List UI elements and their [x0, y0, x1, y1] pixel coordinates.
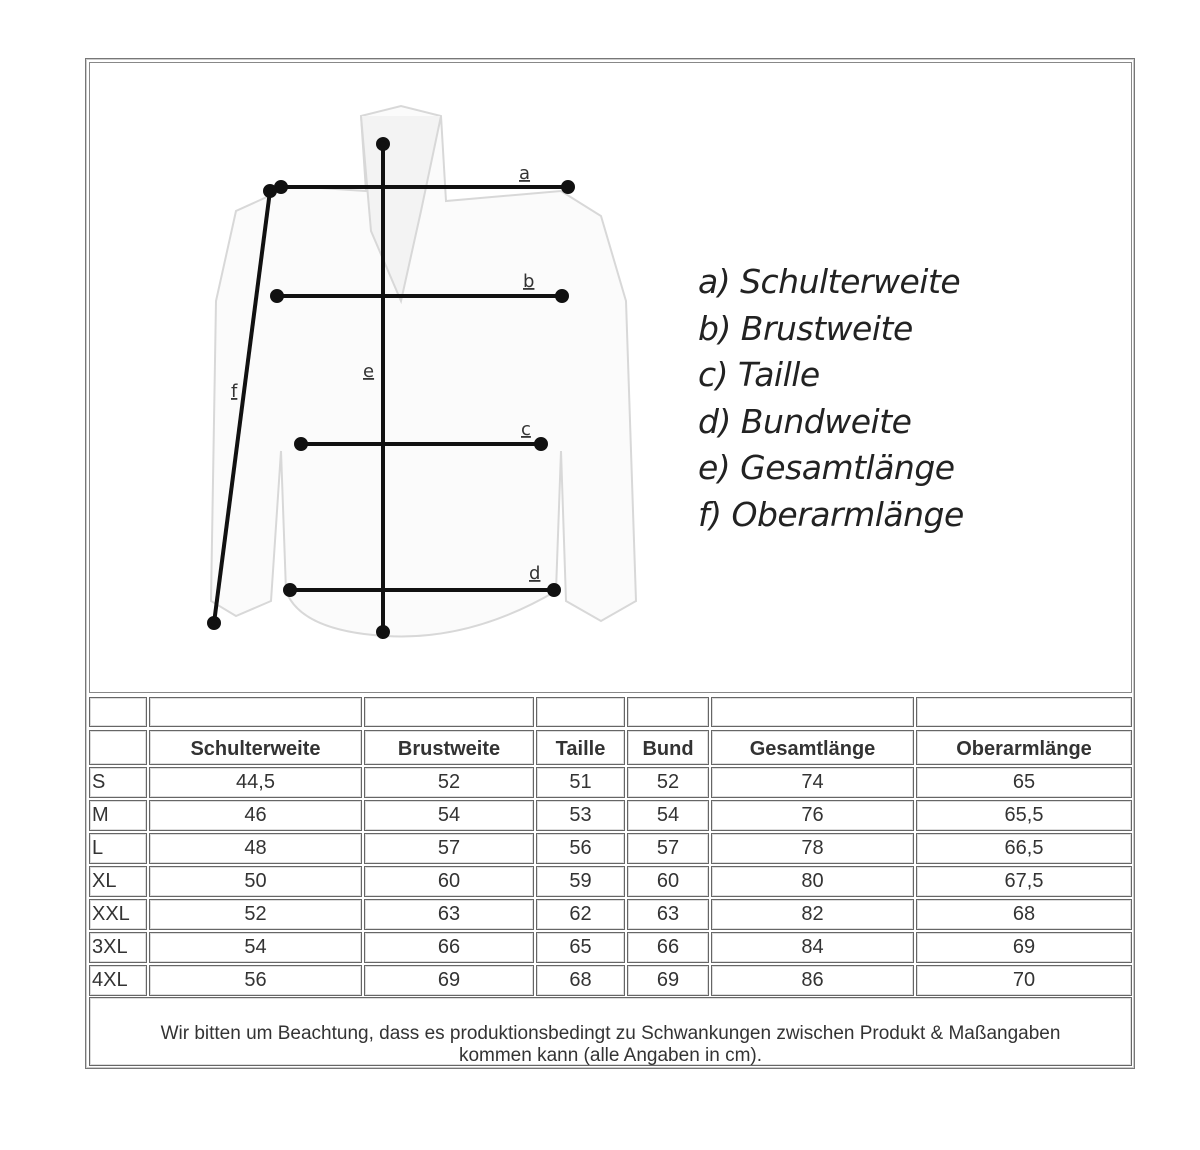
- column-header: Bund: [627, 730, 709, 765]
- table-cell: 69: [916, 932, 1132, 963]
- legend-item: e) Gesamtlänge: [698, 448, 955, 487]
- table-cell: 80: [711, 866, 914, 897]
- table-cell: 66: [364, 932, 534, 963]
- table-cell: 56: [536, 833, 625, 864]
- table-cell: 65,5: [916, 800, 1132, 831]
- note-line: kommen kann (alle Angaben in cm).: [458, 1045, 763, 1066]
- size-label: XXL: [89, 899, 147, 930]
- marker-f: f: [231, 381, 238, 402]
- table-cell: 65: [536, 932, 625, 963]
- empty-cell: [149, 697, 362, 727]
- size-label: 4XL: [89, 965, 147, 996]
- table-cell: 63: [627, 899, 709, 930]
- size-label: XL: [89, 866, 147, 897]
- legend-item: d) Bundweite: [698, 401, 912, 441]
- table-cell: 59: [536, 866, 625, 897]
- marker-c: c: [521, 419, 531, 440]
- table-cell: 69: [627, 965, 709, 996]
- empty-cell: [536, 697, 625, 727]
- table-cell: 74: [711, 767, 914, 798]
- table-cell: 82: [711, 899, 914, 930]
- table-cell: 62: [536, 899, 625, 930]
- table-cell: 76: [711, 800, 914, 831]
- marker-e: e: [363, 361, 375, 382]
- table-cell: 50: [149, 866, 362, 897]
- empty-cell: [89, 697, 147, 727]
- marker-d: d: [529, 563, 541, 584]
- table-cell: 67,5: [916, 866, 1132, 897]
- empty-cell: [364, 697, 534, 727]
- measurement-legend: [698, 259, 964, 538]
- table-cell: 84: [711, 932, 914, 963]
- table-cell: 56: [149, 965, 362, 996]
- column-header: Oberarmlänge: [916, 730, 1132, 765]
- shirt-measurement-diagram: [89, 62, 1132, 693]
- table-cell: 54: [364, 800, 534, 831]
- table-cell: 54: [627, 800, 709, 831]
- table-cell: 52: [627, 767, 709, 798]
- size-label: 3XL: [89, 932, 147, 963]
- legend-item: a) Schulterweite: [698, 262, 961, 301]
- column-header: Taille: [536, 730, 625, 765]
- table-cell: 70: [916, 965, 1132, 996]
- column-header: Brustweite: [364, 730, 534, 765]
- legend-item: f) Oberarmlänge: [698, 494, 964, 534]
- table-cell: 54: [149, 932, 362, 963]
- table-cell: 68: [536, 965, 625, 996]
- table-cell: 52: [149, 899, 362, 930]
- marker-b: b: [523, 271, 535, 292]
- table-cell: 78: [711, 833, 914, 864]
- column-header: [89, 730, 147, 765]
- table-cell: 63: [364, 899, 534, 930]
- table-cell: 48: [149, 833, 362, 864]
- table-cell: 51: [536, 767, 625, 798]
- table-cell: 60: [364, 866, 534, 897]
- shirt-illustration: [90, 63, 1131, 692]
- column-header: Gesamtlänge: [711, 730, 914, 765]
- table-cell: 66,5: [916, 833, 1132, 864]
- table-cell: 57: [627, 833, 709, 864]
- table-cell: 86: [711, 965, 914, 996]
- empty-cell: [916, 697, 1132, 727]
- table-cell: 65: [916, 767, 1132, 798]
- legend-item: b) Brustweite: [698, 308, 913, 348]
- table-cell: 69: [364, 965, 534, 996]
- disclaimer-note: [89, 997, 1132, 1066]
- marker-a: a: [519, 163, 531, 184]
- table-cell: 68: [916, 899, 1132, 930]
- table-cell: 57: [364, 833, 534, 864]
- table-cell: 66: [627, 932, 709, 963]
- size-label: L: [89, 833, 147, 864]
- table-cell: 60: [627, 866, 709, 897]
- empty-cell: [627, 697, 709, 727]
- size-label: M: [89, 800, 147, 831]
- column-header: Schulterweite: [149, 730, 362, 765]
- note-line: Wir bitten um Beachtung, dass es produktionsbedingt zu Schwankungen zwischen Produkt & Maßangaben: [160, 1023, 1061, 1044]
- table-cell: 53: [536, 800, 625, 831]
- legend-item: c) Taille: [698, 355, 820, 394]
- table-cell: 46: [149, 800, 362, 831]
- table-cell: 44,5: [149, 767, 362, 798]
- empty-cell: [711, 697, 914, 727]
- table-cell: 52: [364, 767, 534, 798]
- size-label: S: [89, 767, 147, 798]
